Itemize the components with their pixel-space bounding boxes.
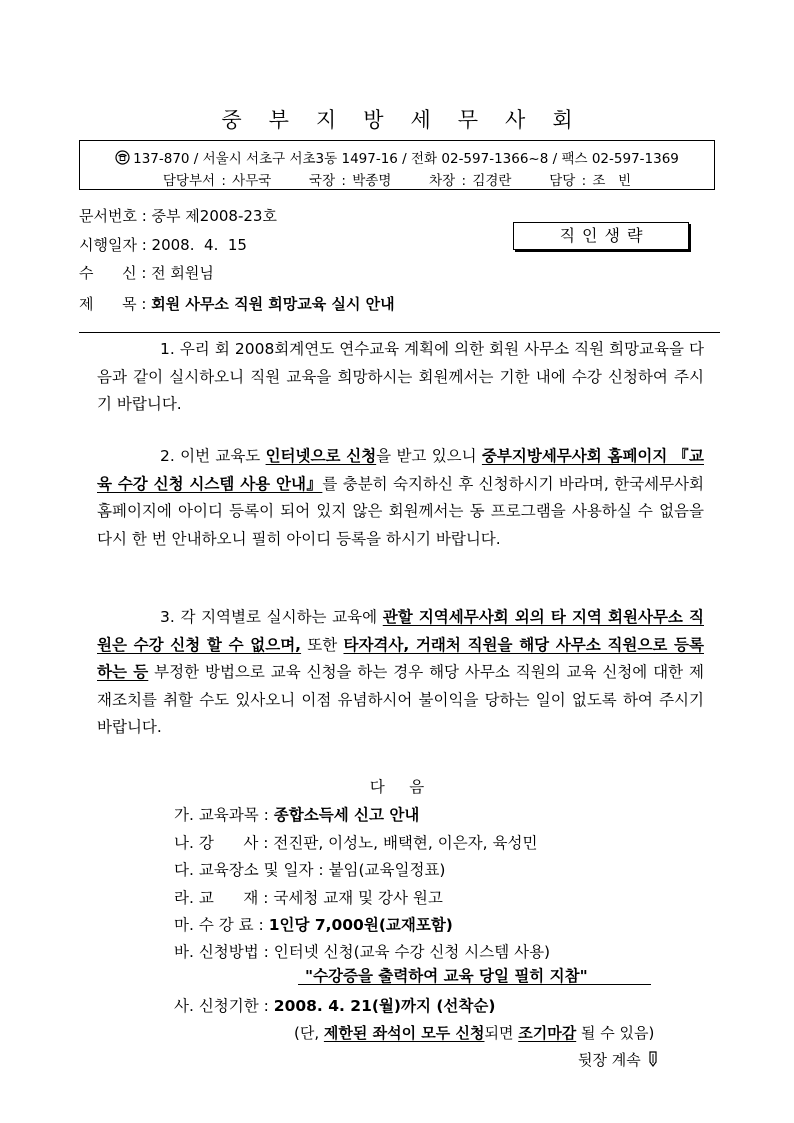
item-venue: 다. 교육장소 및 일자 : 붙임(교육일정표) <box>174 861 446 879</box>
region-restriction-emphasis: 관할 지역세무사회 외의 타 지역 회원사무소 직원은 수강 신청 할 수 없으며, <box>97 608 704 654</box>
item-instructors: 나. 강 사 : 전진판, 이성노, 배택현, 이은자, 육성민 <box>174 834 538 852</box>
subject-line <box>79 293 395 314</box>
recipient: 수 신 : 전 회원님 <box>79 264 214 282</box>
address-line: 137-870 / 서울시 서초구 서초3동 1497-16 / 전화 02-597-1366~8 / 팩스 02-597-1369 <box>80 147 714 167</box>
seal-omitted-box: 직인생략 <box>513 222 689 250</box>
subject: 회원 사무소 직원 희망교육 실시 안내 <box>151 295 395 313</box>
homepage-guide-emphasis: 중부지방세무사회 홈페이지 『교육 수강 신청 시스템 사용 안내』 <box>97 447 704 493</box>
paragraph-1: 1. 우리 회 2008회계연도 연수교육 계획에 의한 회원 사무소 직원 희망교육을 다음과 같이 실시하오니 직원 교육을 희망하시는 회원께서는 기한 내에 수강 신청하여 주시기 바랍니다. <box>97 340 704 413</box>
item-method: 바. 신청방법 : 인터넷 신청(교육 수강 신청 시스템 사용) <box>174 943 551 961</box>
item-deadline: 사. 신청기한 : 2008. 4. 21(월)까지 (선착순) <box>174 997 496 1015</box>
subject-label: 제 목 : <box>79 295 152 313</box>
pen-icon <box>646 1050 660 1068</box>
page-title: 중부지방세무사회 <box>221 108 600 132</box>
contact-box <box>79 140 715 190</box>
ticket-note: "수강증을 출력하여 교육 당일 필히 지참" <box>305 967 588 985</box>
deadline-caveat: (단, 제한된 좌석이 모두 신청되면 조기마감 될 수 있음) <box>294 1024 655 1042</box>
item-course: 가. 교육과목 : 종합소득세 신고 안내 <box>174 806 420 824</box>
paragraph-3: 3. 각 지역별로 실시하는 교육에 관할 지역세무사회 외의 타 지역 회원사무소 직원은 수강 신청 할 수 없으며, 또한 타자격사, 거래처 직원을 해당 사무소 직원으로 등록 하는 등 부정한 방법으로 교육 신청을 하는 경우 해당 사무소 직원의 교육 신청에 대한 제재조치를 취할 수도 있사오니 이점 유념하시어 불이익을 당하는 일이 없도록 하여 주시기 바랍니다. <box>97 608 704 736</box>
divider <box>79 332 720 333</box>
paragraph-2: 2. 이번 교육도 인터넷으로 신청을 받고 있으니 중부지방세무사회 홈페이지 『교육 수강 신청 시스템 사용 안내』를 충분히 숙지하신 후 신청하시기 바라며, 한국세무사회 홈페이지에 아이디 등록이 되어 있지 않은 회원께서는 동 프로그램을 사용하실 수 없음을 다시 한 번 안내하오니 필히 아이디 등록을 하시기 바랍니다. <box>97 447 704 548</box>
details-heading: 다 음 <box>369 778 425 796</box>
online-apply-emphasis: 인터넷으로 신청 <box>265 447 377 465</box>
issue-date: 시행일자 : 2008. 4. 15 <box>79 236 247 254</box>
doc-number: 문서번호 : 중부 제2008-23호 <box>79 207 277 225</box>
phone-icon <box>115 150 130 165</box>
note-underline <box>298 984 651 985</box>
item-material: 라. 교 재 : 국세청 교재 및 강사 원고 <box>174 889 443 907</box>
staff-line: 담당부서 : 사무국 국장 : 박종명 차장 : 김경란 담당 : 조 빈 <box>162 173 632 189</box>
fraud-restriction-emphasis: 타자격사, 거래처 직원을 해당 사무소 직원으로 등록 하는 등 <box>97 635 704 681</box>
item-fee: 마. 수 강 료 : 1인당 7,000원(교재포함) <box>174 916 453 934</box>
continued-note: 뒷장 계속 <box>578 1049 660 1070</box>
